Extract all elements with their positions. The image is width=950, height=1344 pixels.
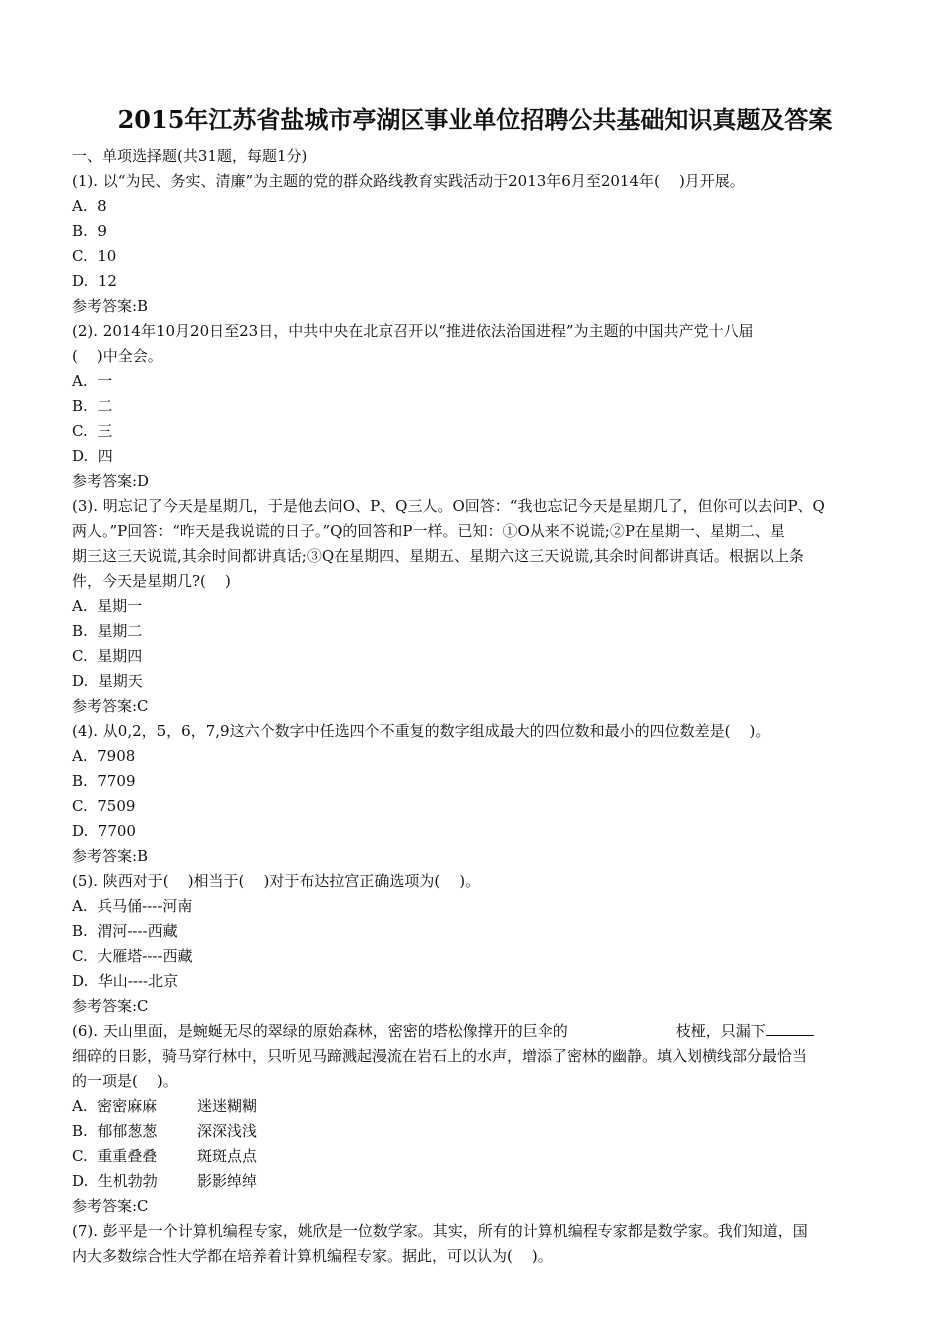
question-6-stem-part-b: 枝桠，只漏下 xyxy=(675,1022,766,1040)
question-5-answer: 参考答案:C xyxy=(72,997,149,1015)
question-2-option-a: A. 一 xyxy=(72,372,113,390)
question-1-answer: 参考答案:B xyxy=(72,297,149,315)
question-5-option-a: A. 兵马俑----河南 xyxy=(72,897,193,915)
question-6-option-b-word-1: B. 郁郁葱葱 xyxy=(72,1122,158,1140)
question-5-option-d: D. 华山----北京 xyxy=(72,972,179,990)
question-4-option-a: A. 7908 xyxy=(72,747,136,765)
question-7-stem-line-1: (7). 彭平是一个计算机编程专家，姚欣是一位数学家。其实，所有的计算机编程专家都是数学家。我们知道，国 xyxy=(72,1222,808,1240)
question-6-option-c-word-1: C. 重重叠叠 xyxy=(72,1147,158,1165)
question-2-answer: 参考答案:D xyxy=(72,472,150,490)
question-1-stem: (1). 以“为民、务实、清廉”为主题的党的群众路线教育实践活动于2013年6月至2014年( )月开展。 xyxy=(72,172,745,190)
question-2-option-b: B. 二 xyxy=(72,397,113,415)
question-3-stem-line-2: 两人。”P回答：“昨天是我说谎的日子。”Q的回答和P一样。已知：①O从来不说谎;②P在星期一、星期二、星 xyxy=(72,522,785,540)
question-2-stem-line-2: ( )中全会。 xyxy=(72,347,163,365)
question-1-option-d: D. 12 xyxy=(72,272,117,290)
question-3-option-d: D. 星期天 xyxy=(72,672,143,690)
question-2-stem-line-1: (2). 2014年10月20日至23日，中共中央在北京召开以“推进依法治国进程”为主题的中国共产党十八届 xyxy=(72,322,754,340)
question-6-option-d-word-1: D. 生机勃勃 xyxy=(72,1172,158,1190)
question-4-option-d: D. 7700 xyxy=(72,822,136,840)
question-6-fill-blank xyxy=(766,1021,814,1036)
question-6-stem-line-3: 的一项是( )。 xyxy=(72,1072,178,1090)
question-4-option-b: B. 7709 xyxy=(72,772,136,790)
question-6-option-a xyxy=(72,1094,887,1119)
question-5-option-b: B. 渭河----西藏 xyxy=(72,922,178,940)
question-6-option-d-word-2: 影影绰绰 xyxy=(197,1172,258,1190)
question-3-option-a: A. 星期一 xyxy=(72,597,143,615)
question-6-option-a-word-1: A. 密密麻麻 xyxy=(72,1097,158,1115)
question-7-stem-line-2: 内大多数综合性大学都在培养着计算机编程专家。据此，可以认为( )。 xyxy=(72,1247,553,1265)
question-6-answer: 参考答案:C xyxy=(72,1197,149,1215)
section-heading: 一、单项选择题(共31题，每题1分) xyxy=(72,147,308,165)
question-1-option-a: A. 8 xyxy=(72,197,107,215)
question-2-option-d: D. 四 xyxy=(72,447,113,465)
question-6-option-b xyxy=(72,1119,887,1144)
question-4-stem: (4). 从0,2，5，6，7,9这六个数字中任选四个不重复的数字组成最大的四位数和最小的四位数差是( )。 xyxy=(72,722,771,740)
question-5-stem: (5). 陕西对于( )相当于( )对于布达拉宫正确选项为( )。 xyxy=(72,872,481,890)
question-3-answer: 参考答案:C xyxy=(72,697,149,715)
document-title: 2015年江苏省盐城市亭湖区事业单位招聘公共基础知识真题及答案 xyxy=(117,105,833,134)
question-1-option-c: C. 10 xyxy=(72,247,117,265)
question-1-option-b: B. 9 xyxy=(72,222,107,240)
question-6-stem-part-a: (6). 天山里面，是蜿蜒无尽的翠绿的原始森林，密密的塔松像撑开的巨伞的 xyxy=(72,1022,568,1040)
question-6-stem-line-2: 细碎的日影，骑马穿行林中，只听见马蹄溅起漫流在岩石上的水声，增添了密林的幽静。填入划横线部分最恰当 xyxy=(72,1047,808,1065)
question-3-option-c: C. 星期四 xyxy=(72,647,143,665)
question-4-answer: 参考答案:B xyxy=(72,847,149,865)
question-3-stem-line-1: (3). 明忘记了今天是星期几，于是他去问O、P、Q三人。O回答：“我也忘记今天是星期几了，但你可以去问P、Q xyxy=(72,497,825,515)
question-4-option-c: C. 7509 xyxy=(72,797,136,815)
question-5-option-c: C. 大雁塔----西藏 xyxy=(72,947,193,965)
document-body xyxy=(72,144,887,1269)
question-3-stem-line-4: 件，今天是星期几?( ) xyxy=(72,572,231,590)
question-3-stem-line-3: 期三这三天说谎,其余时间都讲真话;③Q在星期四、星期五、星期六这三天说谎,其余时间都讲真话。根据以上条 xyxy=(72,547,804,565)
question-6-stem-line-1 xyxy=(72,1019,887,1044)
question-6-option-b-word-2: 深深浅浅 xyxy=(197,1122,258,1140)
question-3-option-b: B. 星期二 xyxy=(72,622,143,640)
question-6-option-c xyxy=(72,1144,887,1169)
question-6-option-a-word-2: 迷迷糊糊 xyxy=(197,1097,258,1115)
question-2-option-c: C. 三 xyxy=(72,422,113,440)
question-6-option-c-word-2: 斑斑点点 xyxy=(197,1147,258,1165)
question-6-option-d xyxy=(72,1169,887,1194)
